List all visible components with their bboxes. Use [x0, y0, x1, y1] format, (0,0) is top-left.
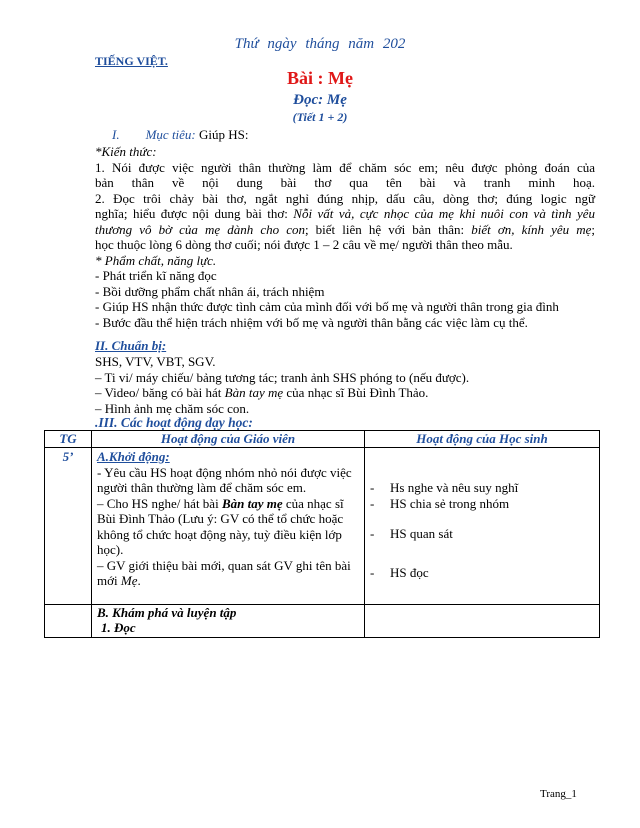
k2c-text: ; biết liên hệ với bản thân: — [304, 221, 472, 237]
k2b-text: nghĩa; hiểu được nội dung bài thơ: — [95, 206, 294, 221]
col-header-teacher: Hoạt động của Giáo viên — [92, 431, 365, 448]
quality-item-4: - Bước đầu thể hiện trách nhiệm với bố mẹ và người thân bằng các việc làm cụ thể. — [95, 314, 528, 330]
row-time: 5’ — [45, 448, 92, 605]
col-header-student: Hoạt động của Học sinh — [365, 431, 600, 448]
preparation-content — [95, 354, 595, 416]
student-cell — [365, 448, 600, 605]
teacher-cell — [92, 604, 365, 637]
lesson-subtitle: Đọc: Mẹ — [293, 92, 347, 108]
section-preparation-heading: II. Chuẩn bị: — [95, 338, 167, 353]
section-number: I. — [112, 127, 120, 142]
quality-label: * Phẩm chất, năng lực. — [95, 252, 217, 268]
activities-table — [44, 430, 600, 638]
t2-song: Bàn tay mẹ — [221, 495, 283, 511]
t3-italic: Mẹ — [120, 573, 138, 588]
section-heading: Mục tiêu: — [145, 127, 196, 142]
lesson-title: Bài : Mẹ — [287, 68, 353, 88]
t3-text: – GV giới thiệu bài mới, quan sát GV ghi tên bài mới — [97, 557, 351, 588]
row-time — [45, 604, 92, 637]
activity-title: A.Khởi động: — [97, 449, 170, 464]
activity-title: B. Khám phá và luyện tập — [97, 604, 237, 620]
knowledge-item-2d: học thuộc lòng 6 dòng thơ cuối; nói được 1 – 2 câu về mẹ/ người thân theo mẫu. — [95, 237, 513, 252]
teacher-step-1: - Yêu cầu HS hoạt động nhóm nhỏ nói được việc người thân thường làm để chăm sóc em. — [97, 464, 352, 495]
student-cell — [365, 604, 600, 637]
teacher-step-3 — [97, 558, 359, 589]
knowledge-item-2a: 2. Đọc trôi chảy bài thơ, ngắt nghỉ đúng nhịp, dấu câu, dòng thơ; đúng logic ngữ — [95, 190, 595, 206]
quality-item-3: - Giúp HS nhận thức được tình cảm của mình đối với bố mẹ và người thân trong gia đình — [95, 299, 559, 314]
section-activities-heading: .III. Các hoạt động dạy học: — [95, 415, 253, 430]
t2-text-2: của nhạc sĩ Bùi Đình Thảo (Lưu ý: GV có thể tổ chức hoặc không tổ chức hoạt động này, tuỳ điều kiện lớp học). — [97, 495, 344, 557]
student-step-2: - HS chia sẻ trong nhóm — [370, 495, 510, 511]
teacher-step-2 — [97, 496, 359, 558]
knowledge-item-1a: 1. Nói được việc người thân thường làm để chăm sóc em; nêu được phỏng đoán của — [95, 159, 595, 175]
t3-end: . — [137, 573, 141, 588]
table-header-row — [45, 431, 600, 448]
subject-label: TIẾNG VIỆT. — [95, 54, 168, 68]
knowledge-item-2b — [95, 206, 595, 222]
m3-text-2: của nhạc sĩ Bùi Đình Thảo. — [283, 385, 429, 400]
section-heading-tail: Giúp HS: — [195, 127, 249, 142]
student-step-3: - HS quan sát — [370, 526, 453, 541]
activity-subtitle: 1. Đọc — [101, 620, 136, 635]
col-header-tg: TG — [45, 431, 92, 448]
student-step-1: - Hs nghe và nêu suy nghĩ — [370, 480, 519, 495]
student-step-4: - HS đọc — [370, 564, 429, 580]
knowledge-label: *Kiến thức: — [95, 144, 157, 159]
t2-text: – Cho HS nghe/ hát bài — [97, 495, 222, 511]
quality-item-1: - Phát triển kĩ năng đọc — [95, 268, 217, 283]
table-row — [45, 448, 600, 605]
k2c-end: ; — [591, 221, 595, 237]
section-objectives-heading — [112, 127, 249, 143]
material-4: – Hình ảnh mẹ chăm sóc con. — [95, 400, 250, 416]
k2b-italic: Nỗi vất vả, cực nhọc của mẹ khi nuôi con và tình yêu — [293, 206, 595, 221]
k2c-italic-2: biết ơn, kính yêu mẹ — [471, 221, 592, 237]
material-1: SHS, VTV, VBT, SGV. — [95, 354, 216, 369]
objectives-content — [95, 144, 595, 330]
m3-text: – Video/ băng có bài hát — [95, 385, 225, 400]
knowledge-item-1b: bản thân về nội dung bài thơ qua tên bài và tranh minh hoạ. — [95, 175, 595, 190]
lesson-period: (Tiết 1 + 2) — [292, 110, 348, 124]
quality-item-2: - Bồi dưỡng phẩm chất nhân ái, trách nhiệm — [95, 283, 325, 299]
date-line: Thứ ngày tháng năm 202 — [234, 36, 406, 52]
material-2: – Ti vi/ máy chiếu/ bảng tương tác; tranh ảnh SHS phóng to (nếu được). — [95, 369, 470, 385]
k2c-italic: thương vô bờ của mẹ dành cho con — [95, 221, 305, 237]
material-3 — [95, 385, 595, 401]
table-row — [45, 604, 600, 637]
m3-italic: Bàn tay mẹ — [224, 385, 284, 400]
teacher-cell — [92, 448, 365, 605]
page-number: Trang_1 — [540, 788, 577, 800]
knowledge-item-2c — [95, 222, 595, 238]
